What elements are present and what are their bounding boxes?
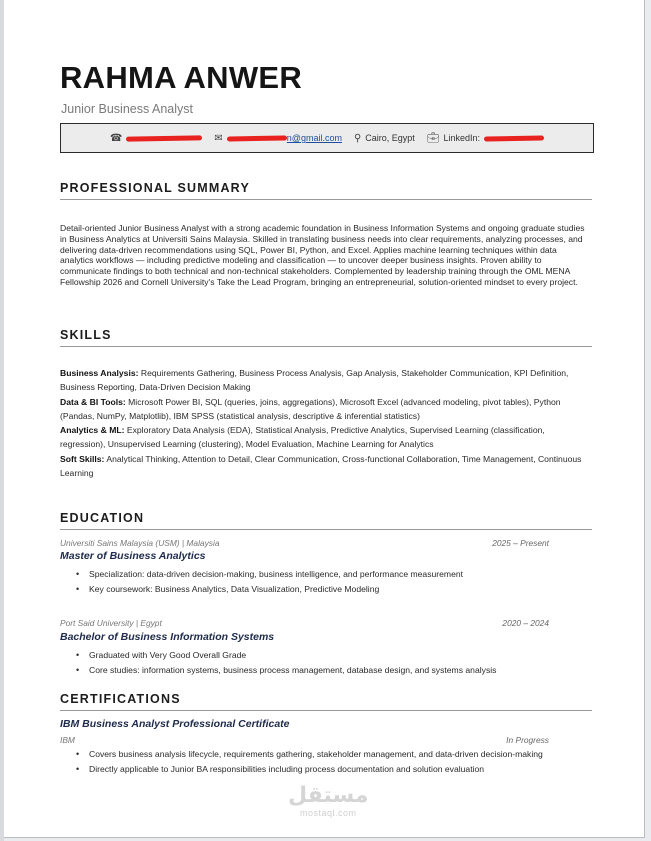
mostaql-watermark [288,782,368,818]
skill-row [60,452,586,481]
skill-text: Requirements Gathering, Business Process Analysis, Gap Analysis, Stakeholder Communication, KPI Definition, Business Reporting, Data-Driven Decision Making [60,368,569,393]
redacted-email-user [227,135,287,141]
edu1-dates: 2025 – Present [492,538,549,548]
edu2-bullets [76,648,576,678]
list-item: • Specialization: data-driven decision-making, business intelligence, and performance measurement [76,567,576,582]
linkedin-label: LinkedIn: [443,133,481,143]
email-link[interactable]: n@gmail.com [286,133,342,143]
skill-label: Business Analysis: [60,368,139,378]
skills-rule [60,346,592,347]
contact-linkedin[interactable] [427,133,544,144]
mail-icon: ✉ [214,132,223,144]
contact-phone [110,133,202,144]
skill-text: Analytical Thinking, Attention to Detail, Clear Communication, Cross-functional Collaboration, Time Management, Continuous Learning [60,453,582,479]
summary-text: Detail-oriented Junior Business Analyst with a strong academic foundation in Business Information Systems and ongoing graduate studies in Business Analytics at Universiti Sains Malaysia. Skilled in translating business needs into clear requirements, analyzing processes, and delivering data-driven recommendations using SQL, Power BI, Python, and Excel. Applies machine learning techniques within data analytics workflows — including predictive modeling and classification — to uncover deeper business insights. Proven ability to communicate findings to both technical and non-technical stakeholders. Complemented by leadership training through the OML MENA Fellowship 2026 and Cornell University's Take the Lead Program, bringing an entrepreneurial, solution-oriented mindset to every project. [60,223,585,287]
location-text: Cairo, Egypt [365,133,415,143]
briefcase-icon: 💼︎ [426,132,440,144]
certifications-rule [60,710,592,711]
list-item: • Core studies: information systems, business process management, database design, and systems analysis [76,663,576,678]
edu2-degree: Bachelor of Business Information Systems [60,631,275,643]
skill-text: Microsoft Power BI, SQL (queries, joins, aggregations), Microsoft Excel (advanced modeling, pivot tables), Python (Pandas, NumPy, Matplotlib), IBM SPSS (statistical analysis, descriptive & inferential statistics) [60,396,561,421]
cert1-name: IBM Business Analyst Professional Certificate [60,718,290,730]
list-item: • Key coursework: Business Analytics, Data Visualization, Predictive Modeling [76,582,576,597]
summary-rule [60,199,592,200]
candidate-name: RAHMA ANWER [60,60,303,95]
candidate-role: Junior Business Analyst [61,102,194,116]
skill-text: Exploratory Data Analysis (EDA), Statistical Analysis, Predictive Analytics, Supervised Learning (classification, regression), Unsupervised Learning (clustering), Model Evaluation, Machine Learning for Analytics [60,425,545,450]
certifications-heading: CERTIFICATIONS [60,692,181,706]
cert1-status: In Progress [506,735,549,745]
summary-heading: PROFESSIONAL SUMMARY [60,181,250,195]
cert1-bullets [76,748,568,775]
list-item: • Covers business analysis lifecycle, requirements gathering, stakeholder management, and data-driven decision-making [76,748,568,760]
contact-email[interactable] [214,133,342,144]
map-pin-icon: ⚲ [353,132,362,144]
skills-list [60,366,586,480]
contact-location [354,133,415,144]
skill-row [60,366,586,395]
phone-icon: ☎ [109,132,123,144]
edu2-institution: Port Said University | Egypt [60,618,162,628]
education-heading: EDUCATION [60,511,145,525]
skill-row [60,423,586,452]
watermark-arabic: مستقل [288,782,369,807]
skill-label: Soft Skills: [60,453,105,464]
skill-label: Data & BI Tools: [60,396,126,407]
redacted-linkedin [484,135,544,141]
skill-label: Analytics & ML: [60,425,125,436]
contact-bar [60,123,594,153]
education-rule [60,529,592,530]
edu1-institution: Universiti Sains Malaysia (USM) | Malaysia [60,538,220,548]
edu2-dates: 2020 – 2024 [502,618,549,628]
cert1-issuer: IBM [60,735,75,745]
skills-heading: SKILLS [60,328,112,342]
edu1-bullets [76,567,576,597]
redacted-phone [126,135,202,141]
edu1-degree: Master of Business Analytics [60,550,206,562]
watermark-url: mostaql.com [299,808,357,818]
list-item: • Directly applicable to Junior BA responsibilities including process documentation and solution evaluation [76,763,568,775]
skill-row [60,395,586,424]
resume-page [4,0,645,838]
list-item: • Graduated with Very Good Overall Grade [76,648,576,663]
